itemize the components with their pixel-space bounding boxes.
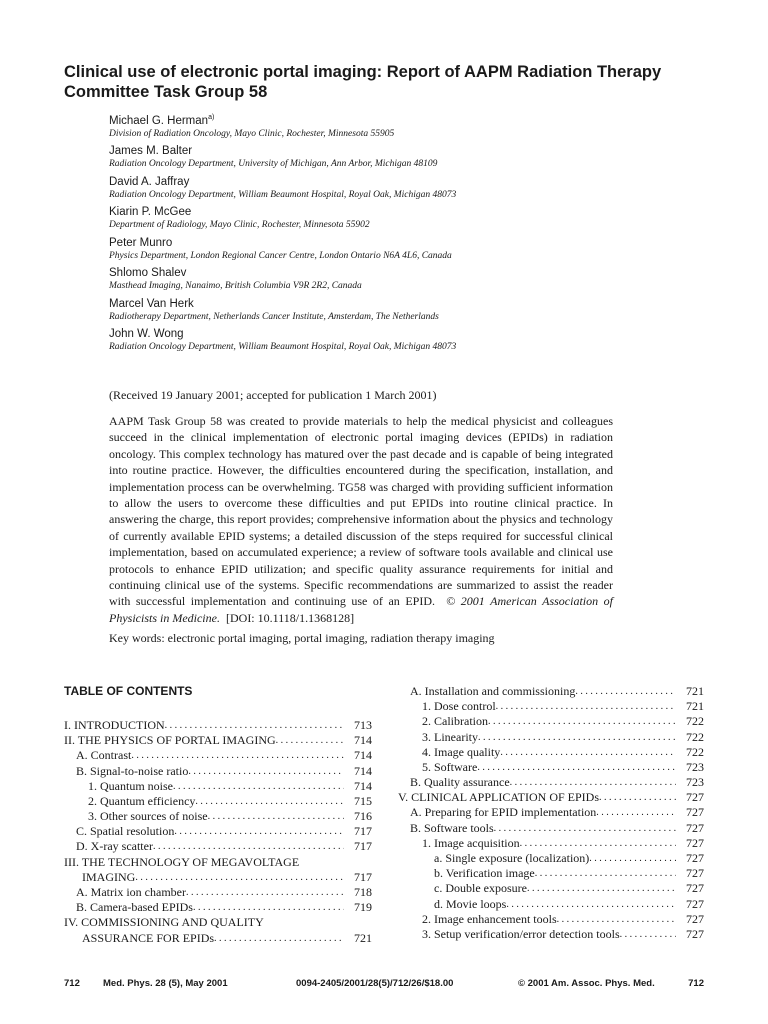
author-name-text: David A. Jaffray [109,175,190,188]
toc-leader-dots [214,930,344,946]
toc-entry[interactable] [64,931,372,946]
toc-leader-dots [488,713,676,729]
toc-leader-dots [500,744,676,760]
toc-leader-dots [276,732,344,748]
toc-leader-dots [496,698,676,714]
toc-entry[interactable] [398,897,704,912]
toc-leader-dots [478,729,676,745]
toc-entry[interactable] [398,836,704,851]
toc-entry-page: 722 [686,744,704,759]
toc-entry-page: 717 [354,869,372,884]
toc-entry-label: A. Matrix ion chamber [76,885,186,900]
toc-entry-page: 714 [354,733,372,748]
toc-leader-dots [494,820,676,836]
author-name [109,206,709,219]
author-footnote-mark: a) [208,114,215,121]
footer-code: 0094-2405/2001/28(5)/712/26/$18.00 [296,978,454,989]
toc-entry-page: 717 [354,839,372,854]
toc-left-column [64,718,372,946]
author-name [109,111,709,128]
toc-entry-page: 715 [354,793,372,808]
toc-entry-label: 1. Dose control [422,699,496,714]
toc-entry-label: ASSURANCE FOR EPIDs [82,930,215,945]
toc-entry-label: C. Spatial resolution [76,824,175,839]
author-name-text: Shlomo Shalev [109,267,187,280]
toc-entry-label: a. Single exposure (localization) [434,851,590,866]
toc-leader-dots [527,880,676,896]
toc-entry-label: B. Signal-to-noise ratio [76,763,189,778]
toc-leader-dots [596,804,676,820]
toc-entry[interactable] [64,718,372,733]
toc-entry[interactable] [64,900,372,915]
toc-entry-label: d. Movie loops [434,896,507,911]
toc-entry-label: III. THE TECHNOLOGY OF MEGAVOLTAGE [64,854,300,869]
toc-entry-page: 722 [686,729,704,744]
toc-leader-dots [506,896,676,912]
toc-entry-label: 2. Calibration [422,714,488,729]
toc-heading: TABLE OF CONTENTS [64,684,193,698]
toc-entry-page: 714 [354,778,372,793]
author-name [109,328,709,341]
abstract-body: AAPM Task Group 58 was created to provide materials to help the medical physicist and colleagues succeed in the clinical implementation of electronic portal imaging devices (EPIDs) in radiation oncology. This complex technology has matured over the past decade and is capable of being integrated into routine practice. However, the difficulties encountered during the specification, installation, and implementation process can be overwhelming. TG58 was charged with providing sufficient information to allow the users to overcome these difficulties and put EPIDs into routine clinical practice. In answering the charge, this report provides; comprehensive information about the physics and technology of currently available EPID systems; a detailed discussion of the steps required for successful clinical implementation, based on accumulated experience; a review of software tools available and clinical use protocols to enhance EPID utilization; and specific quality assurance requirements for initial and continuing clinical use of the systems. Specific recommendations are summarized to assist the reader with successful implementation and continuing use of an EPID. [109,414,613,609]
toc-entry-label: 5. Software [422,759,478,774]
toc-entry[interactable] [64,794,372,809]
author-name [109,298,709,311]
toc-leader-dots [135,869,344,885]
author-entry [109,111,709,140]
author-name-text: John W. Wong [109,328,184,341]
toc-leader-dots [153,838,344,854]
abstract [109,413,613,626]
toc-entry[interactable] [398,866,704,881]
toc-entry-page: 721 [686,683,704,698]
toc-entry[interactable] [64,855,372,870]
toc-entry-page: 713 [354,717,372,732]
author-affiliation: Division of Radiation Oncology, Mayo Clinic, Rochester, Minnesota 55905 [109,128,395,139]
author-entry [109,237,709,262]
doi-link[interactable]: [DOI: 10.1118/1.1368128] [225,610,355,625]
toc-leader-dots [535,865,676,881]
toc-entry[interactable] [64,870,372,885]
toc-entry[interactable] [398,851,704,866]
toc-leader-dots [620,926,676,942]
toc-entry[interactable] [398,730,704,745]
toc-leader-dots [193,899,344,915]
toc-entry-label: 2. Quantum efficiency [88,793,196,808]
toc-entry-page: 727 [686,851,704,866]
toc-entry-page: 727 [686,820,704,835]
toc-entry-label: 4. Image quality [422,744,501,759]
toc-leader-dots [520,835,676,851]
toc-entry[interactable] [398,790,704,805]
toc-entry-page: 721 [354,930,372,945]
toc-leader-dots [173,778,344,794]
toc-entry-page: 717 [354,824,372,839]
toc-entry-page: 727 [686,896,704,911]
author-entry [109,298,709,323]
toc-entry[interactable] [64,809,372,824]
toc-leader-dots [477,759,676,775]
abstract-copyright: © 2001 American Association of Physicists in Medicine. [109,594,614,625]
toc-entry-page: 718 [354,885,372,900]
toc-leader-dots [557,911,676,927]
toc-entry[interactable] [398,760,704,775]
toc-leader-dots [186,884,344,900]
toc-entry[interactable] [398,927,704,942]
footer-page-right: 712 [688,978,704,989]
toc-entry-label: B. Software tools [410,820,494,835]
author-entry [109,176,709,201]
toc-entry[interactable] [398,745,704,760]
toc-entry-label: I. INTRODUCTION [64,717,165,732]
toc-entry-page: 722 [686,714,704,729]
toc-entry-page: 727 [686,790,704,805]
toc-entry-page: 723 [686,759,704,774]
author-name [109,267,709,280]
toc-entry[interactable] [64,733,372,748]
footer-page-left: 712 [64,978,80,989]
author-entry [109,145,709,170]
toc-entry-label: 1. Quantum noise [88,778,173,793]
toc-entry[interactable] [64,885,372,900]
toc-entry-label: D. X-ray scatter [76,839,153,854]
toc-leader-dots [165,717,344,733]
toc-entry-label: 3. Linearity [422,729,478,744]
toc-leader-dots [575,683,676,699]
toc-entry-page: 714 [354,763,372,778]
page-footer [64,978,704,992]
toc-entry-page: 719 [354,900,372,915]
toc-entry-label: A. Preparing for EPID implementation [410,805,597,820]
toc-entry-label: A. Contrast [76,748,132,763]
author-name-text: Kiarin P. McGee [109,206,192,219]
toc-entry[interactable] [398,714,704,729]
toc-entry-page: 727 [686,881,704,896]
author-name-text: Peter Munro [109,236,173,249]
toc-entry-label: B. Camera-based EPIDs [76,900,193,915]
author-affiliation: Radiation Oncology Department, William Beaumont Hospital, Royal Oak, Michigan 48073 [109,189,457,200]
toc-entry[interactable] [398,806,704,821]
keywords: Key words: electronic portal imaging, portal imaging, radiation therapy imaging [109,631,495,645]
author-affiliation: Masthead Imaging, Nanaimo, British Columbia V9R 2R2, Canada [109,281,362,292]
toc-leader-dots [589,850,676,866]
toc-entry-page: 727 [686,805,704,820]
author-affiliation: Radiation Oncology Department, William Beaumont Hospital, Royal Oak, Michigan 48073 [109,342,457,353]
toc-entry[interactable] [398,699,704,714]
toc-leader-dots [208,808,344,824]
toc-entry[interactable] [64,764,372,779]
toc-entry-page: 727 [686,835,704,850]
toc-entry[interactable] [64,824,372,839]
author-affiliation: Department of Radiology, Mayo Clinic, Rochester, Minnesota 55902 [109,220,370,231]
toc-entry-label: 2. Image enhancement tools [422,911,557,926]
author-name-text: Marcel Van Herk [109,297,194,310]
toc-entry-label: b. Verification image [434,866,535,881]
author-name-text: James M. Balter [109,145,193,158]
toc-entry[interactable] [398,684,704,699]
author-list [109,111,709,359]
author-name [109,176,709,189]
toc-entry-page: 727 [686,911,704,926]
toc-entry-label: IMAGING [82,869,136,884]
footer-copyright: © 2001 Am. Assoc. Phys. Med. [518,978,655,989]
toc-entry[interactable] [398,881,704,896]
toc-right-column [398,684,704,942]
toc-entry-label: c. Double exposure [434,881,527,896]
toc-entry[interactable] [398,775,704,790]
toc-entry[interactable] [64,779,372,794]
toc-entry-page: 714 [354,748,372,763]
toc-entry-label: II. THE PHYSICS OF PORTAL IMAGING [64,733,276,748]
toc-entry[interactable] [64,840,372,855]
toc-entry-label: V. CLINICAL APPLICATION OF EPIDs [398,790,600,805]
toc-entry-page: 723 [686,775,704,790]
toc-entry-label: 3. Setup verification/error detection tools [422,926,620,941]
received-date: (Received 19 January 2001; accepted for publication 1 March 2001) [109,388,437,402]
author-name-text: Michael G. Herman [109,114,209,127]
toc-leader-dots [174,823,344,839]
author-affiliation: Radiotherapy Department, Netherlands Cancer Institute, Amsterdam, The Netherlands [109,311,439,322]
toc-leader-dots [131,747,344,763]
toc-entry[interactable] [64,748,372,763]
toc-entry-label: 3. Other sources of noise [88,809,208,824]
author-entry [109,267,709,292]
author-affiliation: Physics Department, London Regional Cancer Centre, London Ontario N6A 4L6, Canada [109,250,452,261]
footer-journal: Med. Phys. 28 (5), May 2001 [103,978,228,989]
toc-entry-label: A. Installation and commissioning [410,683,576,698]
toc-entry-label: IV. COMMISSIONING AND QUALITY [64,915,264,930]
author-name [109,145,709,158]
author-affiliation: Radiation Oncology Department, University of Michigan, Ann Arbor, Michigan 48109 [109,159,438,170]
toc-entry-page: 716 [354,809,372,824]
toc-leader-dots [188,763,344,779]
paper-title: Clinical use of electronic portal imaging: Report of AAPM Radiation Therapy Committee Task Group 58 [64,63,662,101]
toc-entry[interactable] [398,821,704,836]
toc-entry-page: 727 [686,866,704,881]
toc-leader-dots [599,789,676,805]
author-entry [109,328,709,353]
author-name [109,237,709,250]
toc-entry[interactable] [64,915,372,930]
toc-entry-page: 727 [686,926,704,941]
toc-entry-label: B. Quality assurance [410,775,510,790]
author-entry [109,206,709,231]
toc-leader-dots [195,793,344,809]
toc-entry-page: 721 [686,699,704,714]
toc-entry-label: 1. Image acquisition [422,835,520,850]
toc-leader-dots [510,774,676,790]
toc-entry[interactable] [398,912,704,927]
